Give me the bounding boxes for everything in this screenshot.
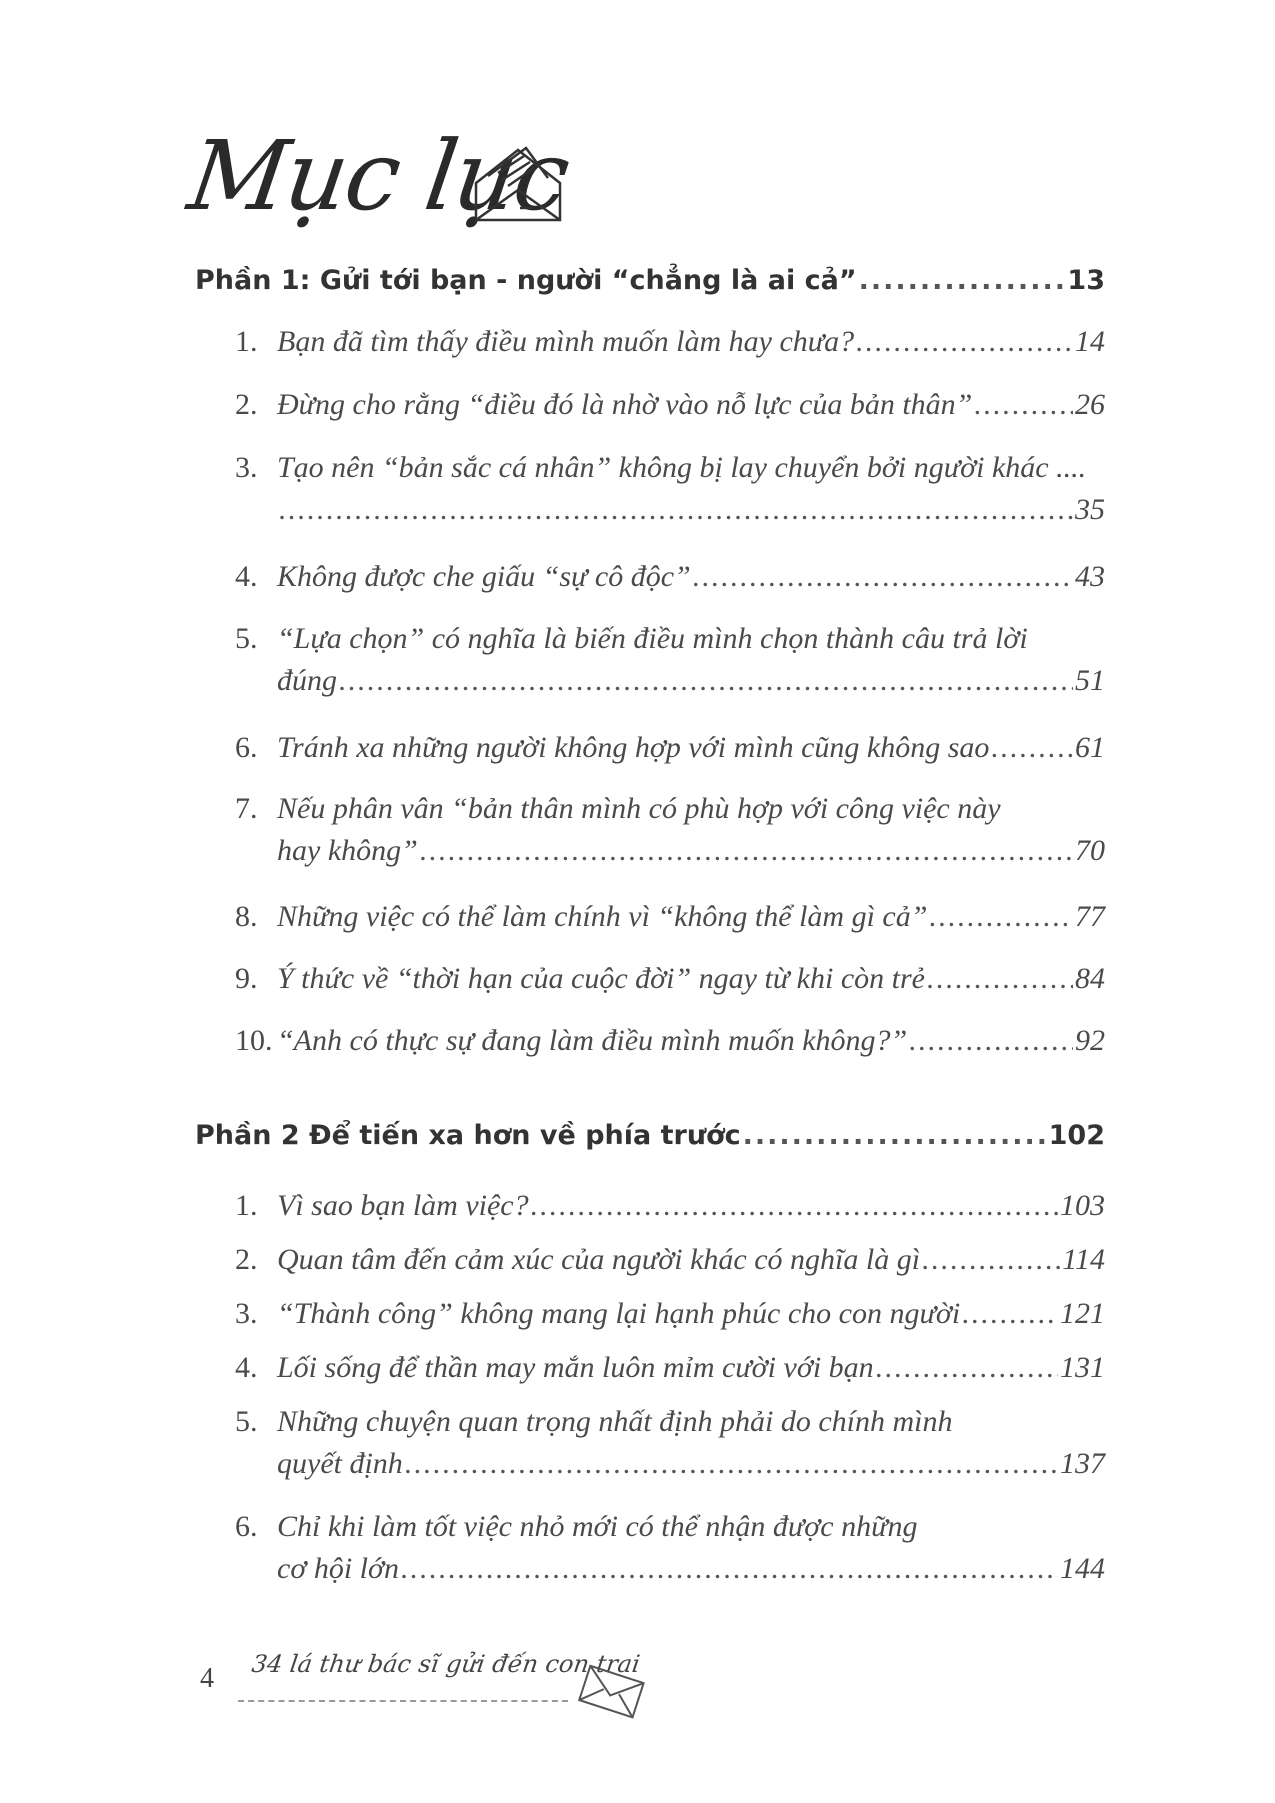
toc-entry-2-6[interactable] <box>235 1510 1105 1586</box>
entry-title: Đừng cho rằng “điều đó là nhờ vào nỗ lực của bản thân” <box>277 388 973 421</box>
entry-page: 26 <box>1075 388 1105 421</box>
leader-dots <box>420 834 1073 868</box>
entry-page: 144 <box>1060 1552 1105 1585</box>
entry-title: Chỉ khi làm tốt việc nhỏ mới có thể nhận được những <box>277 1510 918 1543</box>
toc-entry-1-7[interactable] <box>235 792 1105 868</box>
entry-title-cont: hay không” <box>277 834 418 867</box>
entry-page: 84 <box>1075 962 1105 995</box>
leader-dots <box>974 388 1073 422</box>
page-number: 4 <box>200 1663 214 1694</box>
envelope-icon <box>468 138 568 228</box>
part-1-title: Phần 1: Gửi tới bạn - người “chẳng là ai cả” <box>195 265 857 296</box>
entry-page: 35 <box>1075 493 1105 526</box>
leader-dots <box>962 1297 1058 1331</box>
part-1-heading[interactable] <box>195 265 1105 296</box>
toc-entry-2-5[interactable] <box>235 1405 1105 1481</box>
part-2-page: 102 <box>1048 1120 1105 1151</box>
leader-dots <box>405 1447 1058 1481</box>
entry-title: “Anh có thực sự đang làm điều mình muốn không?” <box>277 1024 908 1057</box>
entry-number: 9. <box>235 962 258 995</box>
toc-entry-1-4[interactable] <box>235 560 1105 594</box>
entry-page: 103 <box>1060 1189 1105 1222</box>
entry-title-cont: quyết định <box>277 1447 403 1480</box>
entry-title: Quan tâm đến cảm xúc của người khác có nghĩa là gì <box>277 1243 921 1276</box>
entry-number: 1. <box>235 325 258 358</box>
entry-title: Tạo nên “bản sắc cá nhân” không bị lay chuyển bởi người khác .... <box>277 451 1087 484</box>
leader-dots <box>693 560 1073 594</box>
entry-page: 51 <box>1075 664 1105 697</box>
entry-number: 10. <box>235 1024 273 1057</box>
entry-page: 114 <box>1062 1243 1105 1276</box>
entry-number: 2. <box>235 1243 258 1276</box>
toc-entry-2-3[interactable] <box>235 1297 1105 1331</box>
entry-title: “Lựa chọn” có nghĩa là biến điều mình chọn thành câu trả lời <box>277 622 1028 655</box>
entry-title: Lối sống để thần may mắn luôn mỉm cười với bạn <box>277 1351 874 1384</box>
entry-page: 92 <box>1075 1024 1105 1057</box>
toc-entry-1-2[interactable] <box>235 388 1105 422</box>
entry-title: Nếu phân vân “bản thân mình có phù hợp với công việc này <box>277 792 1001 825</box>
entry-number: 7. <box>235 792 258 825</box>
entry-number: 8. <box>235 900 258 933</box>
entry-title: Tránh xa những người không hợp với mình cũng không sao <box>277 731 990 764</box>
leader-dots <box>991 731 1073 765</box>
entry-page: 131 <box>1060 1351 1105 1384</box>
part-2-title: Phần 2 Để tiến xa hơn về phía trước <box>195 1120 741 1151</box>
toc-entry-1-5[interactable] <box>235 622 1105 698</box>
page-title: Mục lục <box>182 120 575 232</box>
toc-entry-2-2[interactable] <box>235 1243 1105 1277</box>
leader-dots <box>401 1552 1058 1586</box>
entry-number: 5. <box>235 622 258 655</box>
entry-page: 121 <box>1060 1297 1105 1330</box>
leader-dots <box>929 900 1073 934</box>
entry-number: 6. <box>235 731 258 764</box>
entry-title: Ý thức về “thời hạn của cuộc đời” ngay từ khi còn trẻ <box>277 962 925 995</box>
footer-divider <box>238 1700 568 1702</box>
leader-dots <box>856 325 1073 359</box>
entry-number: 6. <box>235 1510 258 1543</box>
part-2-heading[interactable] <box>195 1120 1105 1151</box>
toc-entry-1-6[interactable] <box>235 731 1105 765</box>
leader-dots <box>922 1243 1060 1277</box>
entry-title: “Thành công” không mang lại hạnh phúc cho con người <box>277 1297 961 1330</box>
toc-entry-1-10[interactable] <box>235 1024 1105 1058</box>
entry-title: Những chuyện quan trọng nhất định phải do chính mình <box>277 1405 953 1438</box>
leader-dots <box>339 664 1073 698</box>
toc-entry-1-8[interactable] <box>235 900 1105 934</box>
toc-entry-1-1[interactable] <box>235 325 1105 359</box>
entry-title: Những việc có thể làm chính vì “không thể làm gì cả” <box>277 900 928 933</box>
entry-page: 43 <box>1075 560 1105 593</box>
toc-entry-2-4[interactable] <box>235 1351 1105 1385</box>
toc-entry-1-3[interactable] <box>235 451 1105 527</box>
leader-dots <box>743 1120 1047 1151</box>
entry-number: 2. <box>235 388 258 421</box>
entry-page: 61 <box>1075 731 1105 764</box>
entry-number: 3. <box>235 451 258 484</box>
entry-number: 5. <box>235 1405 258 1438</box>
leader-dots <box>876 1351 1058 1385</box>
toc-entry-2-1[interactable] <box>235 1189 1105 1223</box>
envelope-icon <box>578 1660 648 1720</box>
leader-dots <box>859 265 1066 296</box>
entry-title-cont: cơ hội lớn <box>277 1552 400 1585</box>
leader-dots <box>531 1189 1058 1223</box>
leader-dots <box>279 493 1073 527</box>
entry-page: 70 <box>1075 834 1105 867</box>
leader-dots <box>909 1024 1073 1058</box>
entry-page: 14 <box>1075 325 1105 358</box>
entry-title-cont: đúng <box>277 664 337 697</box>
entry-title: Vì sao bạn làm việc? <box>277 1189 529 1222</box>
toc-entry-1-9[interactable] <box>235 962 1105 996</box>
leader-dots <box>927 962 1073 996</box>
running-title: 34 lá thư bác sĩ gửi đến con trai <box>250 1650 642 1678</box>
entry-number: 4. <box>235 1351 258 1384</box>
entry-title: Bạn đã tìm thấy điều mình muốn làm hay chưa? <box>277 325 855 358</box>
entry-page: 137 <box>1060 1447 1105 1480</box>
part-1-page: 13 <box>1067 265 1105 296</box>
entry-number: 4. <box>235 560 258 593</box>
entry-title: Không được che giấu “sự cô độc” <box>277 560 691 593</box>
entry-number: 3. <box>235 1297 258 1330</box>
entry-number: 1. <box>235 1189 258 1222</box>
entry-page: 77 <box>1075 900 1105 933</box>
